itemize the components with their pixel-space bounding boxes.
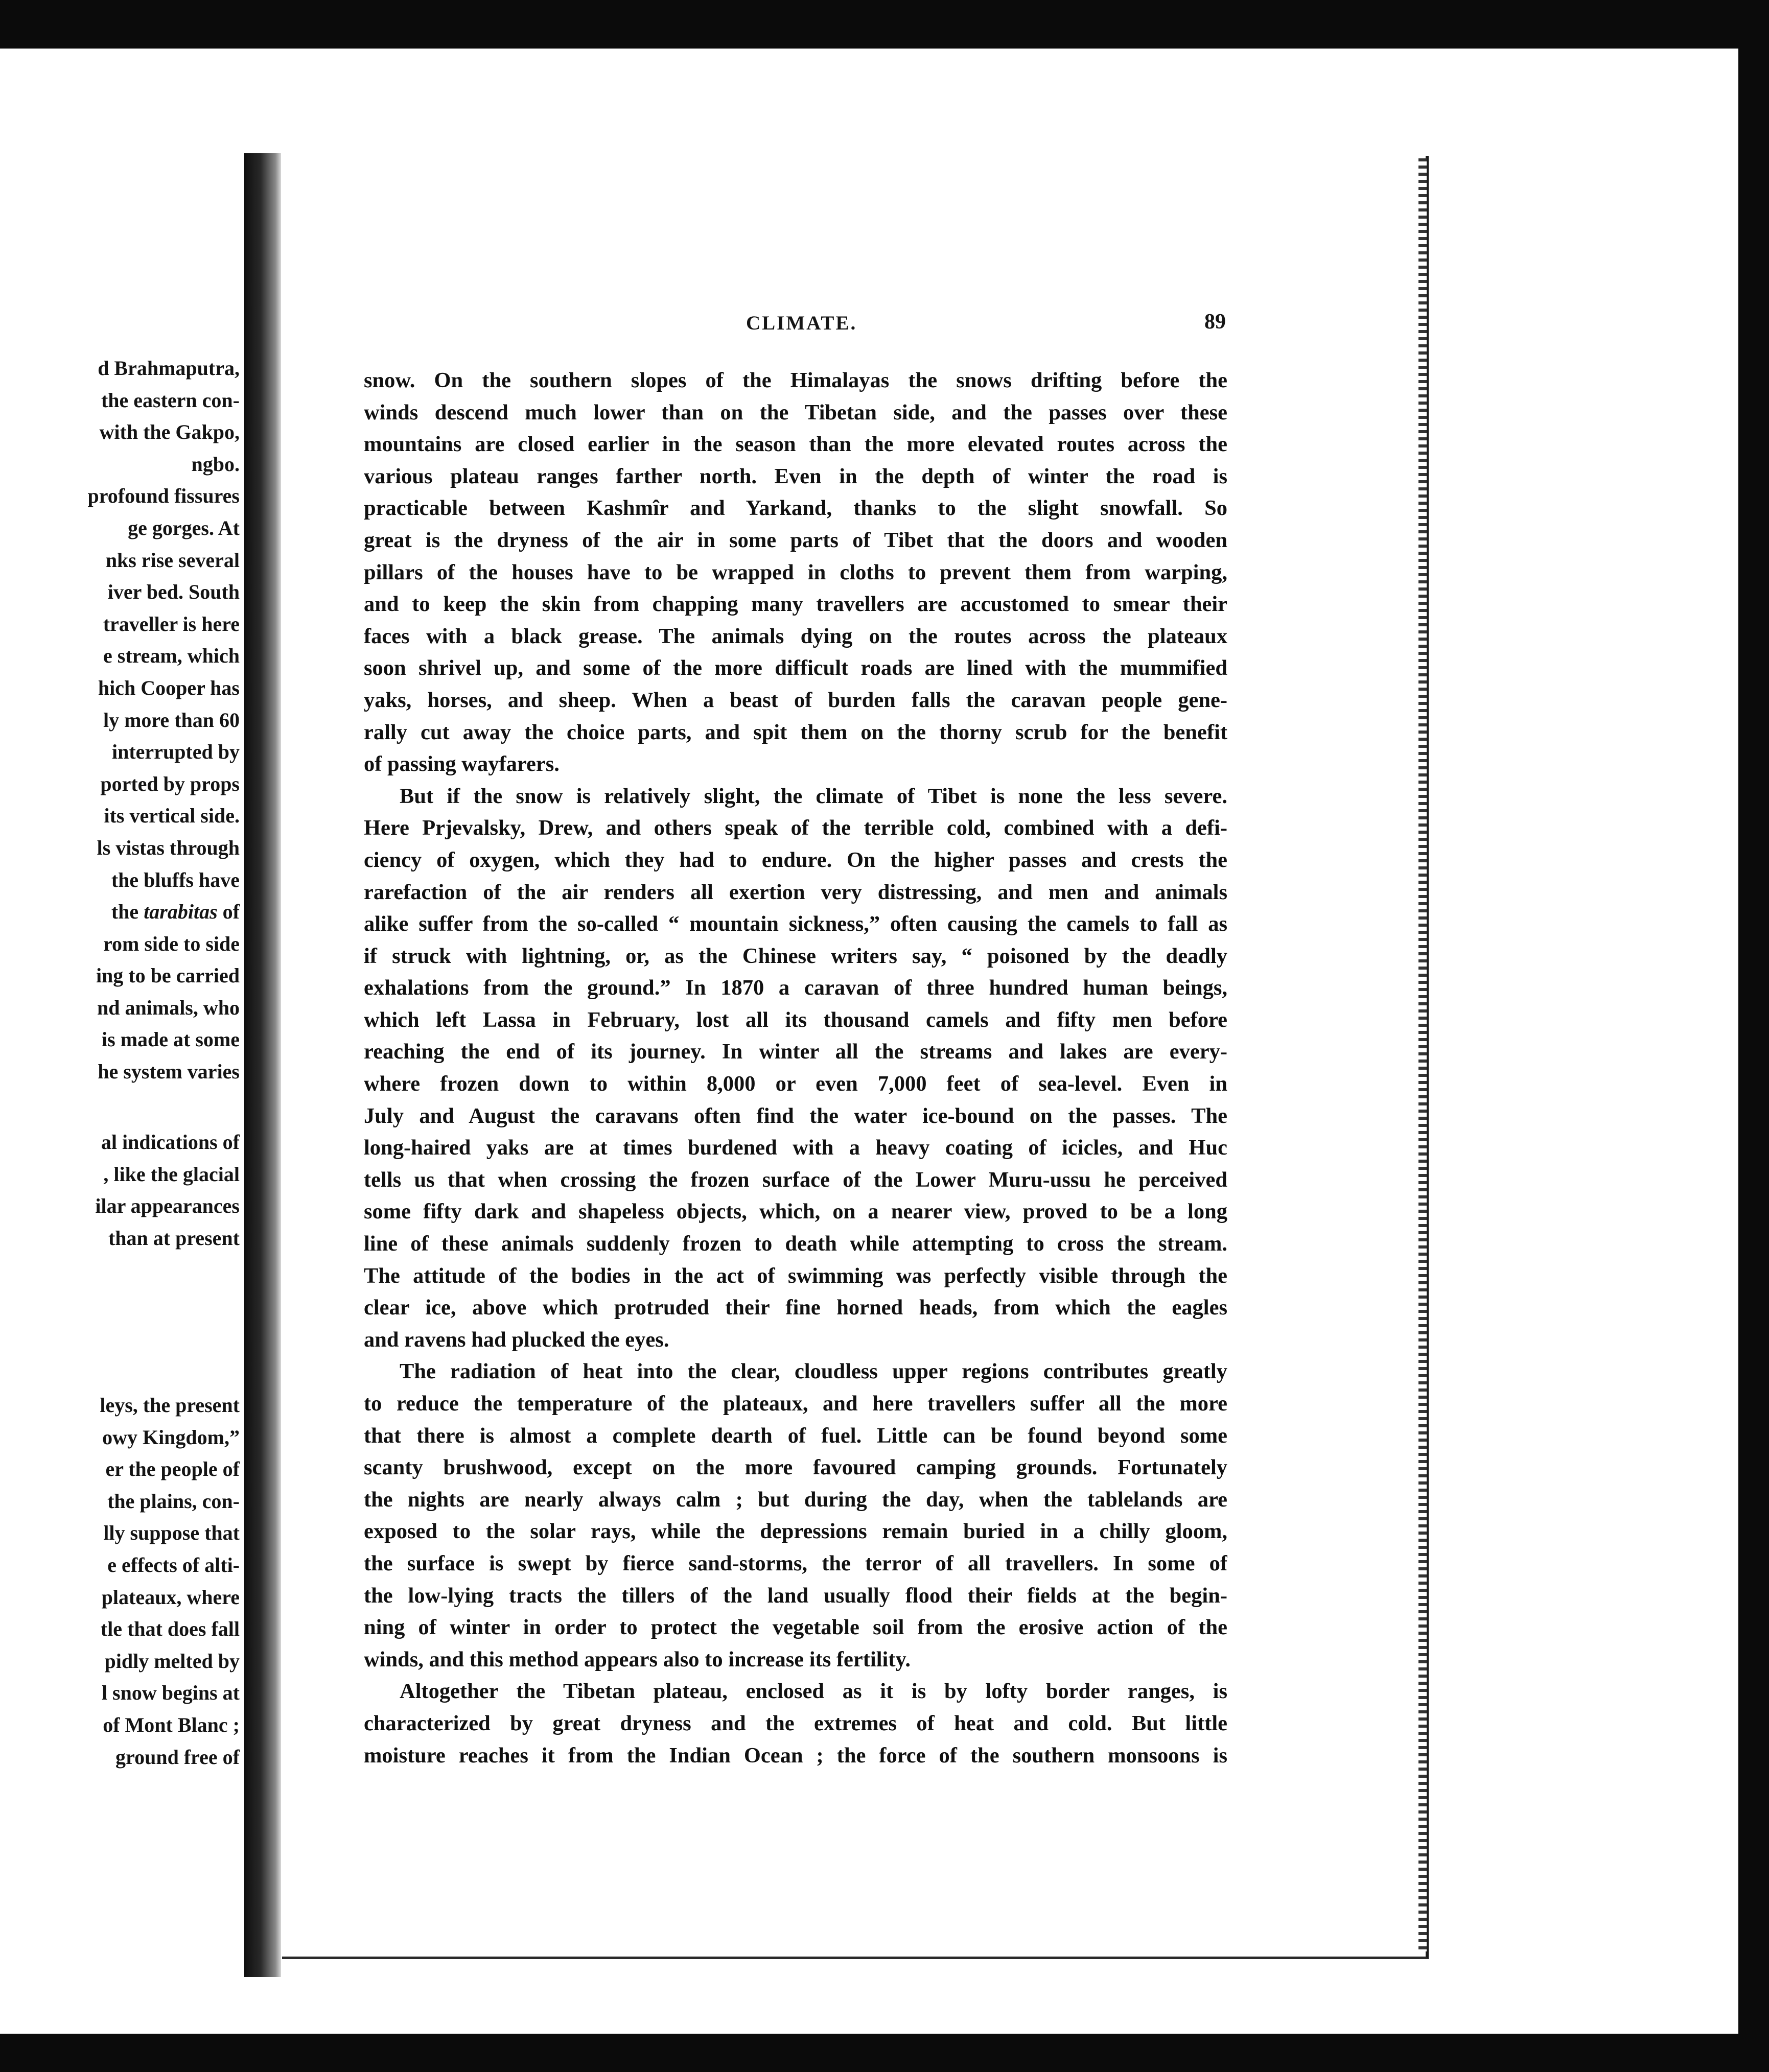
fragment-line: pidly melted by	[104, 1649, 240, 1673]
book-gutter	[244, 153, 281, 1977]
fragment-line: ing to be carried	[96, 964, 240, 987]
fragment-line: iver bed. South	[107, 580, 240, 604]
fragment-line: he system varies	[98, 1060, 240, 1084]
text-line: tells us that when crossing the frozen surface of the Lower Muru-ussu he perceived	[364, 1167, 1227, 1192]
fragment-line: profound fissures	[87, 484, 240, 508]
fragment-line: the plains, con-	[107, 1489, 240, 1513]
text-line: faces with a black grease. The animals dying on the routes across the plateaux	[364, 624, 1227, 648]
scan-border-bottom	[0, 2034, 1769, 2072]
fragment-line: plateaux, where	[101, 1585, 240, 1609]
fragment-line: er the people of	[105, 1457, 240, 1481]
fragment-line: than at present	[108, 1226, 240, 1250]
fragment-line: with the Gakpo,	[99, 420, 240, 444]
previous-page-block-2	[0, 1126, 240, 1254]
text-line: alike suffer from the so-called “ mountain sickness,” often causing the camels to fall as	[364, 912, 1227, 936]
text-line: various plateau ranges farther north. Even in the depth of winter the road is	[364, 464, 1227, 488]
text-line: long-haired yaks are at times burdened with a heavy coating of icicles, and Huc	[364, 1136, 1227, 1160]
fragment-line: ngbo.	[191, 452, 240, 476]
fragment-line: ported by props	[100, 772, 240, 795]
text-line: of passing wayfarers.	[364, 752, 560, 776]
text-line: rarefaction of the air renders all exertion very distressing, and men and animals	[364, 880, 1227, 904]
body-text	[364, 365, 1227, 1772]
text-line: The attitude of the bodies in the act of swimming was perfectly visible through the	[364, 1263, 1227, 1288]
fragment-line: leys, the present	[100, 1394, 240, 1417]
fragment-line: interrupted by	[112, 740, 240, 764]
fragment-line: e effects of alti-	[107, 1553, 240, 1576]
fragment-line: l snow begins at	[101, 1681, 240, 1705]
page-edge	[1418, 158, 1427, 1951]
text-line: some fifty dark and shapeless objects, which, on a nearer view, proved to be a long	[364, 1199, 1227, 1224]
fragment-line: hich Cooper has	[98, 676, 240, 699]
fragment-line: ly more than 60	[103, 708, 240, 732]
text-line: and to keep the skin from chapping many travellers are accustomed to smear their	[364, 592, 1227, 617]
previous-page-fragment	[0, 148, 248, 1941]
fragment-line: owy Kingdom,”	[102, 1425, 240, 1449]
previous-page-block-1	[0, 352, 240, 1088]
fragment-line: tle that does fall	[100, 1617, 240, 1641]
fragment-line: the bluffs have	[111, 868, 240, 891]
previous-page-block-3	[0, 1390, 240, 1773]
text-line: the surface is swept by fierce sand-storms, the terror of all travellers. In some of	[364, 1551, 1227, 1575]
text-line: pillars of the houses have to be wrapped in cloths to prevent them from warping,	[364, 560, 1227, 584]
fragment-line: ge gorges. At	[128, 516, 240, 539]
text-line: rally cut away the choice parts, and spit them on the thorny scrub for the benefit	[364, 720, 1227, 744]
text-line: practicable between Kashmîr and Yarkand, thanks to the slight snowfall. So	[364, 496, 1227, 521]
fragment-line: traveller is here	[103, 612, 240, 635]
text-line: the nights are nearly always calm ; but during the day, when the tablelands are	[364, 1487, 1227, 1512]
fragment-line: ground free of	[115, 1745, 240, 1769]
text-line: winds, and this method appears also to increase its fertility.	[364, 1647, 911, 1671]
fragment-line: lly suppose that	[103, 1521, 240, 1545]
text-line: yaks, horses, and sheep. When a beast of burden falls the caravan people gene-	[364, 688, 1227, 712]
text-line: characterized by great dryness and the extremes of heat and cold. But little	[364, 1711, 1227, 1735]
page-number: 89	[1204, 310, 1226, 334]
text-line: Altogether the Tibetan plateau, enclosed as it is by lofty border ranges, is	[400, 1679, 1227, 1704]
fragment-line: nks rise several	[105, 548, 240, 572]
text-line: soon shrivel up, and some of the more difficult roads are lined with the mummified	[364, 656, 1227, 680]
fragment-line: al indications of	[101, 1131, 240, 1153]
text-line: exhalations from the ground.” In 1870 a caravan of three hundred human beings,	[364, 976, 1227, 1000]
text-line: if struck with lightning, or, as the Chinese writers say, “ poisoned by the deadly	[364, 944, 1227, 968]
text-line: But if the snow is relatively slight, the climate of Tibet is none the less severe.	[400, 784, 1227, 808]
fragment-line: ls vistas through	[97, 836, 240, 859]
text-line: the low-lying tracts the tillers of the land usually flood their fields at the begin-	[364, 1583, 1227, 1608]
text-line: and ravens had plucked the eyes.	[364, 1327, 669, 1352]
fragment-line: e stream, which	[103, 644, 240, 668]
fragment-line: d Brahmaputra,	[98, 357, 240, 380]
text-line: July and August the caravans often find the water ice-bound on the passes. The	[364, 1103, 1227, 1128]
text-line: snow. On the southern slopes of the Himalayas the snows drifting before the	[364, 368, 1227, 392]
text-line: where frozen down to within 8,000 or even 7,000 feet of sea-level. Even in	[364, 1072, 1227, 1096]
fragment-line: its vertical side.	[104, 804, 240, 828]
fragment-line: the tarabitas of	[111, 900, 240, 924]
text-line: reaching the end of its journey. In winter all the streams and lakes are every-	[364, 1040, 1227, 1064]
text-line: that there is almost a complete dearth of fuel. Little can be found beyond some	[364, 1423, 1227, 1448]
text-line: line of these animals suddenly frozen to death while attempting to cross the stream.	[364, 1232, 1227, 1256]
text-line: clear ice, above which protruded their fine horned heads, from which the eagles	[364, 1296, 1227, 1320]
scan-border-right	[1738, 0, 1769, 2072]
fragment-line: the eastern con-	[101, 388, 240, 412]
fragment-line: of Mont Blanc ;	[103, 1713, 240, 1736]
fragment-line: ilar appearances	[95, 1194, 240, 1218]
text-line: ciency of oxygen, which they had to endure. On the higher passes and crests the	[364, 847, 1227, 872]
text-line: Here Prjevalsky, Drew, and others speak of the terrible cold, combined with a defi-	[364, 816, 1227, 840]
fragment-line: is made at some	[102, 1028, 240, 1051]
text-line: The radiation of heat into the clear, cloudless upper regions contributes greatly	[400, 1359, 1227, 1384]
text-line: exposed to the solar rays, while the depressions remain buried in a chilly gloom,	[364, 1519, 1227, 1544]
text-line: to reduce the temperature of the plateaux, and here travellers suffer all the more	[364, 1392, 1227, 1416]
scan-border-top	[0, 0, 1769, 49]
text-line: winds descend much lower than on the Tibetan side, and the passes over these	[364, 400, 1227, 425]
text-line: which left Lassa in February, lost all its thousand camels and fifty men before	[364, 1007, 1227, 1032]
text-line: ning of winter in order to protect the vegetable soil from the erosive action of the	[364, 1615, 1227, 1640]
fragment-line: rom side to side	[103, 932, 240, 955]
text-line: moisture reaches it from the Indian Ocean ; the force of the southern monsoons is	[364, 1743, 1227, 1768]
running-head: CLIMATE.	[746, 312, 857, 334]
fragment-line: , like the glacial	[103, 1162, 240, 1186]
text-line: scanty brushwood, except on the more favoured camping grounds. Fortunately	[364, 1455, 1227, 1480]
text-line: great is the dryness of the air in some parts of Tibet that the doors and wooden	[364, 528, 1227, 552]
text-line: mountains are closed earlier in the season than the more elevated routes across the	[364, 432, 1227, 457]
fragment-line: nd animals, who	[97, 996, 240, 1019]
